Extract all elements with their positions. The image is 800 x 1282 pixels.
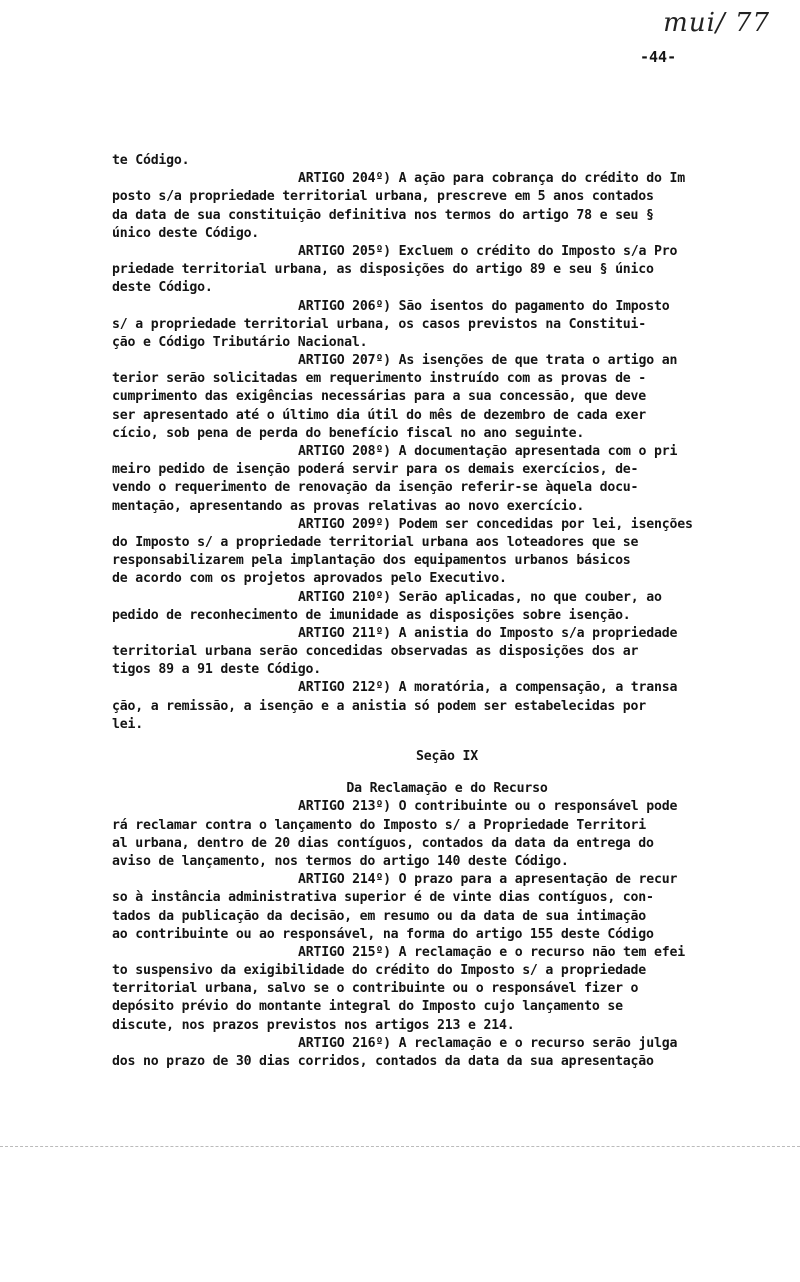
text-line: to suspensivo da exigibilidade do crédito do Imposto s/ a propriedade — [112, 963, 647, 979]
text-line: aviso de lançamento, nos termos do artigo 140 deste Código. — [112, 853, 569, 869]
text-line: te Código. — [112, 153, 190, 168]
text-line: dos no prazo de 30 dias corridos, contados da data da sua apresentação — [112, 1054, 654, 1069]
text-line: depósito prévio do montante integral do Imposto cujo lançamento se — [112, 999, 623, 1015]
text-line: do Imposto s/ a propriedade territorial urbana aos loteadores que se — [112, 534, 639, 550]
text-line: ARTIGO 214º) O prazo para a apresentação de recur — [298, 872, 678, 888]
text-line: ARTIGO 210º) Serão aplicadas, no que couber, ao — [298, 589, 662, 605]
text-line: priedade territorial urbana, as disposições do artigo 89 e seu § único — [112, 262, 654, 278]
page-number: -44- — [640, 48, 677, 66]
text-line: ARTIGO 207º) As isenções de que trata o artigo an — [298, 353, 678, 369]
text-line: tados da publicação da decisão, em resumo ou da data de sua intimação — [112, 908, 647, 924]
scan-artifact-line — [0, 1146, 800, 1149]
text-line: ARTIGO 206º) São isentos do pagamento do Imposto — [298, 298, 670, 314]
text-line: ARTIGO 215º) A reclamação e o recurso não tem efei — [298, 944, 685, 960]
text-line: ção e Código Tributário Nacional. — [112, 334, 368, 350]
text-line: ARTIGO 216º) A reclamação e o recurso serão julga — [298, 1035, 678, 1051]
text-line: ARTIGO 204º) A ação para cobrança do crédito do Im — [298, 171, 685, 187]
text-line: ARTIGO 209º) Podem ser concedidas por lei, isenções — [298, 516, 693, 532]
text-line: deste Código. — [112, 280, 213, 296]
section-heading: Seção IX — [416, 749, 478, 764]
text-line: ao contribuinte ou ao responsável, na forma do artigo 155 deste Código — [112, 926, 654, 942]
text-line: territorial urbana, salvo se o contribuinte ou o responsável fizer o — [112, 981, 639, 997]
handwritten-annotation: mui/ 77 — [663, 8, 770, 38]
text-line: lei. — [112, 716, 143, 732]
text-line: ARTIGO 211º) A anistia do Imposto s/a propriedade — [298, 625, 678, 641]
text-line: tigos 89 a 91 deste Código. — [112, 662, 321, 678]
text-line: cício, sob pena de perda do benefício fiscal no ano seguinte. — [112, 425, 585, 441]
text-line: discute, nos prazos previstos nos artigos 213 e 214. — [112, 1017, 515, 1033]
text-line: rá reclamar contra o lançamento do Imposto s/ a Propriedade Territori — [112, 817, 647, 833]
spacer — [112, 766, 752, 780]
text-line: so à instância administrativa superior é de vinte dias contíguos, con- — [112, 890, 654, 906]
text-line: único deste Código. — [112, 225, 260, 241]
section-heading: Da Reclamação e do Recurso — [346, 781, 548, 797]
spacer — [112, 734, 752, 748]
document-body — [112, 152, 752, 1071]
text-line: mentação, apresentando as provas relativas ao novo exercício. — [112, 498, 585, 514]
text-line: s/ a propriedade territorial urbana, os casos previstos na Constitui- — [112, 316, 647, 332]
text-line: pedido de reconhecimento de imunidade as disposições sobre isenção. — [112, 607, 631, 623]
text-line: meiro pedido de isenção poderá servir para os demais exercícios, de- — [112, 462, 639, 478]
text-line: al urbana, dentro de 20 dias contíguos, contados da data da entrega do — [112, 835, 654, 851]
text-line: ser apresentado até o último dia útil do mês de dezembro de cada exer — [112, 407, 647, 423]
text-line: cumprimento das exigências necessárias para a sua concessão, que deve — [112, 389, 647, 405]
text-line: ARTIGO 208º) A documentação apresentada com o pri — [298, 444, 678, 459]
text-line: responsabilizarem pela implantação dos equipamentos urbanos básicos — [112, 553, 631, 569]
text-line: ARTIGO 205º) Excluem o crédito do Imposto s/a Pro — [298, 243, 678, 259]
text-line: posto s/a propriedade territorial urbana, prescreve em 5 anos contados — [112, 189, 654, 205]
text-line: ção, a remissão, a isenção e a anistia só podem ser estabelecidas por — [112, 698, 647, 714]
text-line: de acordo com os projetos aprovados pelo Executivo. — [112, 571, 507, 587]
text-line: territorial urbana serão concedidas observadas as disposições dos ar — [112, 644, 639, 660]
text-line: da data de sua constituição definitiva nos termos do artigo 78 e seu § — [112, 207, 654, 223]
text-line: vendo o requerimento de renovação da isenção referir-se àquela docu- — [112, 480, 639, 496]
text-line: ARTIGO 213º) O contribuinte ou o responsável pode — [298, 799, 678, 815]
text-line: terior serão solicitadas em requerimento instruído com as provas de - — [112, 371, 647, 387]
text-line: ARTIGO 212º) A moratória, a compensação, a transa — [298, 680, 678, 696]
